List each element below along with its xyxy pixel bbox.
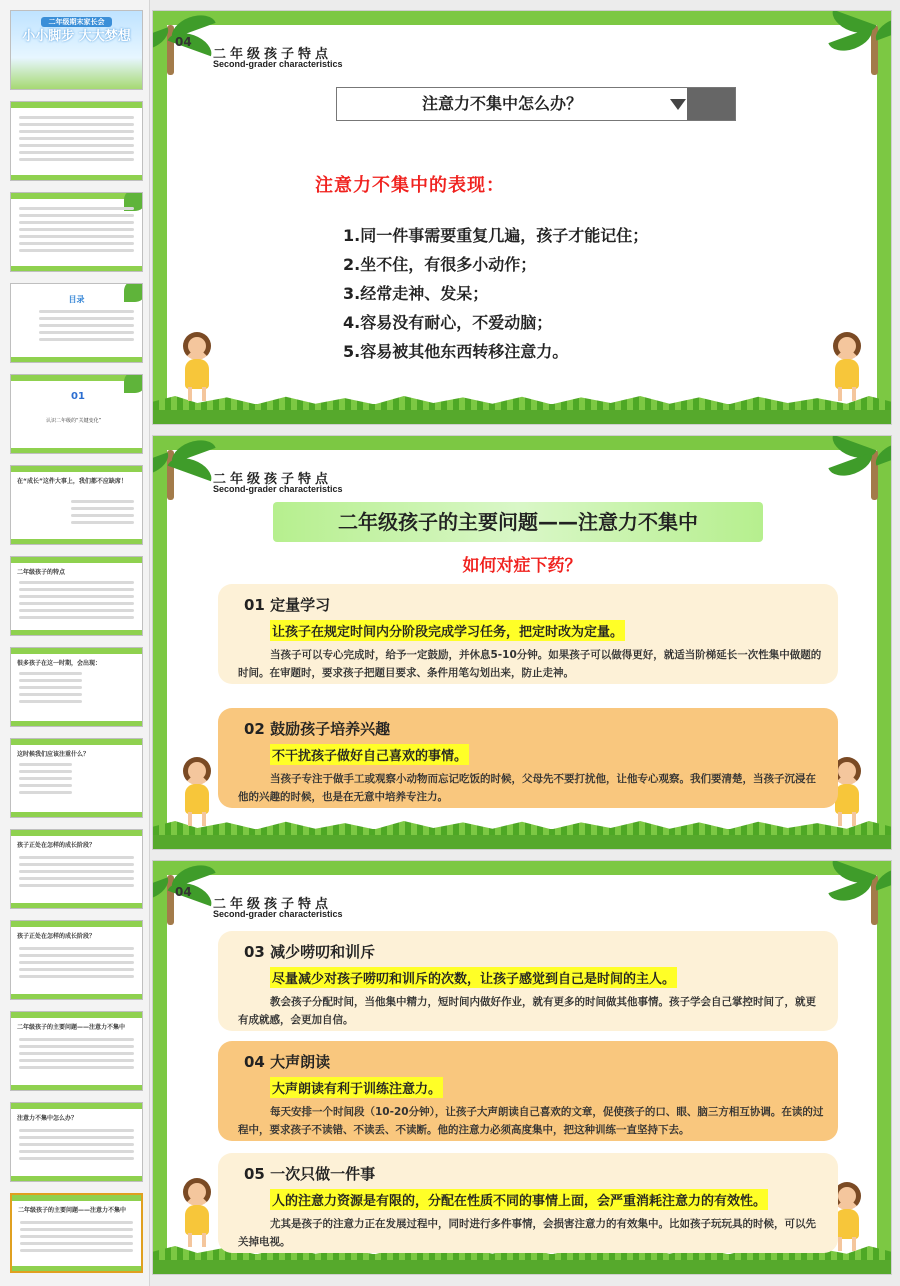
thumbnail-slide-3[interactable] bbox=[10, 192, 143, 272]
thumbnail-slide-11[interactable] bbox=[10, 920, 143, 1000]
card-body: 每天安排一个时间段（10-20分钟），让孩子大声朗读自己喜欢的文章，促使孩子的口、眼、脑三方相互协调。在读的过程中，要求孩子不读错、不读丢、不读断。他的注意力必须高度集中，把这种训练一直坚持下去。 bbox=[238, 1106, 824, 1136]
subtitle: 如何对症下药？ bbox=[462, 556, 582, 576]
section-header: 二年级孩子特点 bbox=[213, 47, 333, 62]
thumbnail-slide-1[interactable] bbox=[10, 10, 143, 90]
thumbnail-subtitle: 小小脚步 大大梦想 bbox=[22, 29, 131, 44]
card-highlight: 让孩子在规定时间内分阶段完成学习任务，把定时改为定量。 bbox=[270, 620, 625, 641]
thumbnail-title: 二年级孩子的主要问题——注意力不集中 bbox=[18, 1207, 127, 1214]
remedy-card bbox=[218, 1153, 838, 1253]
card-title: 02 鼓励孩子培养兴趣 bbox=[244, 720, 391, 738]
card-title: 01 定量学习 bbox=[244, 596, 331, 614]
card-highlight: 尽量减少对孩子唠叨和训斥的次数，让孩子感觉到自己是时间的主人。 bbox=[270, 967, 677, 988]
card-body: 当孩子专注于做手工或观察小动物而忘记吃饭的时候，父母先不要打扰他，让他专心观察。我们要清楚，当孩子沉浸在他的兴趣的时候，也是在无意中培养专注力。 bbox=[238, 773, 816, 803]
main-title-banner: 二年级孩子的主要问题——注意力不集中 bbox=[273, 502, 763, 542]
thumbnail-slide-5[interactable] bbox=[10, 374, 143, 454]
list-item: 1.同一件事需要重复几遍，孩子才能记住； bbox=[343, 226, 649, 245]
list-item: 2.坐不住，有很多小动作； bbox=[343, 255, 537, 274]
thumbnail-title: 目录 bbox=[68, 295, 85, 304]
remedy-card bbox=[218, 931, 838, 1031]
thumbnail-slide-12[interactable] bbox=[10, 1011, 143, 1091]
slide-thumbnail-panel bbox=[0, 0, 150, 1286]
thumbnail-slide-14[interactable] bbox=[10, 1193, 143, 1273]
section-header: 二年级孩子特点 bbox=[213, 472, 333, 487]
thumbnail-slide-2[interactable] bbox=[10, 101, 143, 181]
section-header-english: Second-grader characteristics bbox=[213, 909, 343, 919]
thumbnail-title: 这时候我们应该注重什么？ bbox=[17, 751, 90, 758]
thumbnail-slide-6[interactable] bbox=[10, 465, 143, 545]
thumbnail-slide-8[interactable] bbox=[10, 647, 143, 727]
thumbnail-title: 孩子正处在怎样的成长阶段？ bbox=[17, 933, 96, 940]
slide-number: 04 bbox=[175, 35, 192, 49]
slide-remedies-part2[interactable] bbox=[152, 860, 892, 1275]
palm-tree-icon bbox=[829, 10, 892, 75]
thumbnail-title: 注意力不集中怎么办？ bbox=[17, 1115, 78, 1122]
question-text: 注意力不集中怎么办？ bbox=[421, 94, 582, 113]
thumbnail-title: 二年级期末家长会 bbox=[41, 17, 112, 27]
palm-tree-icon bbox=[829, 860, 892, 925]
card-highlight: 人的注意力资源是有限的，分配在性质不同的事情上面，会严重消耗注意力的有效性。 bbox=[270, 1189, 768, 1210]
remedy-card bbox=[218, 708, 838, 808]
thumbnail-section-number: 01 bbox=[71, 391, 85, 402]
card-body: 尤其是孩子的注意力正在发展过程中，同时进行多件事情，会损害注意力的有效集中。比如孩子玩玩具的时候，可以先关掉电视。 bbox=[238, 1218, 816, 1248]
thumbnail-slide-9[interactable] bbox=[10, 738, 143, 818]
question-banner bbox=[336, 87, 736, 121]
cartoon-girl-icon bbox=[825, 332, 869, 402]
thumbnail-slide-10[interactable] bbox=[10, 829, 143, 909]
list-item: 3.经常走神、发呆； bbox=[343, 284, 489, 303]
section-header-english: Second-grader characteristics bbox=[213, 59, 343, 69]
card-title: 04 大声朗读 bbox=[244, 1053, 331, 1071]
card-title: 03 减少唠叨和训斥 bbox=[244, 943, 376, 961]
thumbnail-slide-4[interactable] bbox=[10, 283, 143, 363]
gray-block bbox=[687, 88, 735, 120]
thumbnail-slide-13[interactable] bbox=[10, 1102, 143, 1182]
card-highlight: 大声朗读有利于训练注意力。 bbox=[270, 1077, 443, 1098]
thumbnail-title: 很多孩子在这一时期，会出现： bbox=[17, 660, 102, 667]
symptoms-list bbox=[343, 221, 648, 366]
symptoms-title: 注意力不集中的表现： bbox=[315, 175, 505, 196]
thumbnail-slide-7[interactable] bbox=[10, 556, 143, 636]
thumbnail-title: 二年级孩子的主要问题——注意力不集中 bbox=[17, 1024, 126, 1031]
thumbnail-title: 二年级孩子的特点 bbox=[17, 569, 66, 576]
thumbnail-title: 在“成长”这件大事上，我们都不应缺席！ bbox=[17, 478, 127, 485]
triangle-down-icon bbox=[670, 99, 686, 110]
palm-tree-icon bbox=[152, 435, 215, 500]
cartoon-girl-icon bbox=[175, 332, 219, 402]
card-body: 教会孩子分配时间，当他集中精力，短时间内做好作业，就有更多的时间做其他事情。孩子学会自己掌控时间了，就更有成就感，会更加自信。 bbox=[238, 996, 816, 1026]
remedy-card bbox=[218, 584, 838, 684]
thumbnail-title: 孩子正处在怎样的成长阶段？ bbox=[17, 842, 96, 849]
section-header: 二年级孩子特点 bbox=[213, 897, 333, 912]
list-item: 5.容易被其他东西转移注意力。 bbox=[343, 342, 569, 361]
list-item: 4.容易没有耐心，不爱动脑； bbox=[343, 313, 553, 332]
palm-tree-icon bbox=[829, 435, 892, 500]
card-highlight: 不干扰孩子做好自己喜欢的事情。 bbox=[270, 744, 469, 765]
remedy-card bbox=[218, 1041, 838, 1141]
cartoon-girl-icon bbox=[175, 757, 219, 827]
thumbnail-section-label: 认识二年级的“关键变化” bbox=[46, 418, 102, 424]
cartoon-girl-icon bbox=[175, 1178, 219, 1248]
card-title: 05 一次只做一件事 bbox=[244, 1165, 376, 1183]
section-header-english: Second-grader characteristics bbox=[213, 484, 343, 494]
slide-remedies-part1[interactable] bbox=[152, 435, 892, 850]
card-body: 当孩子可以专心完成时，给予一定鼓励，并休息5-10分钟。如果孩子可以做得更好，就适当阶梯延长一次性集中做题的时间。在审题时，要求孩子把题目要求、条件用笔勾划出来，防止走神。 bbox=[238, 649, 822, 679]
slide-attention-symptoms[interactable] bbox=[152, 10, 892, 425]
slide-number: 04 bbox=[175, 885, 192, 899]
